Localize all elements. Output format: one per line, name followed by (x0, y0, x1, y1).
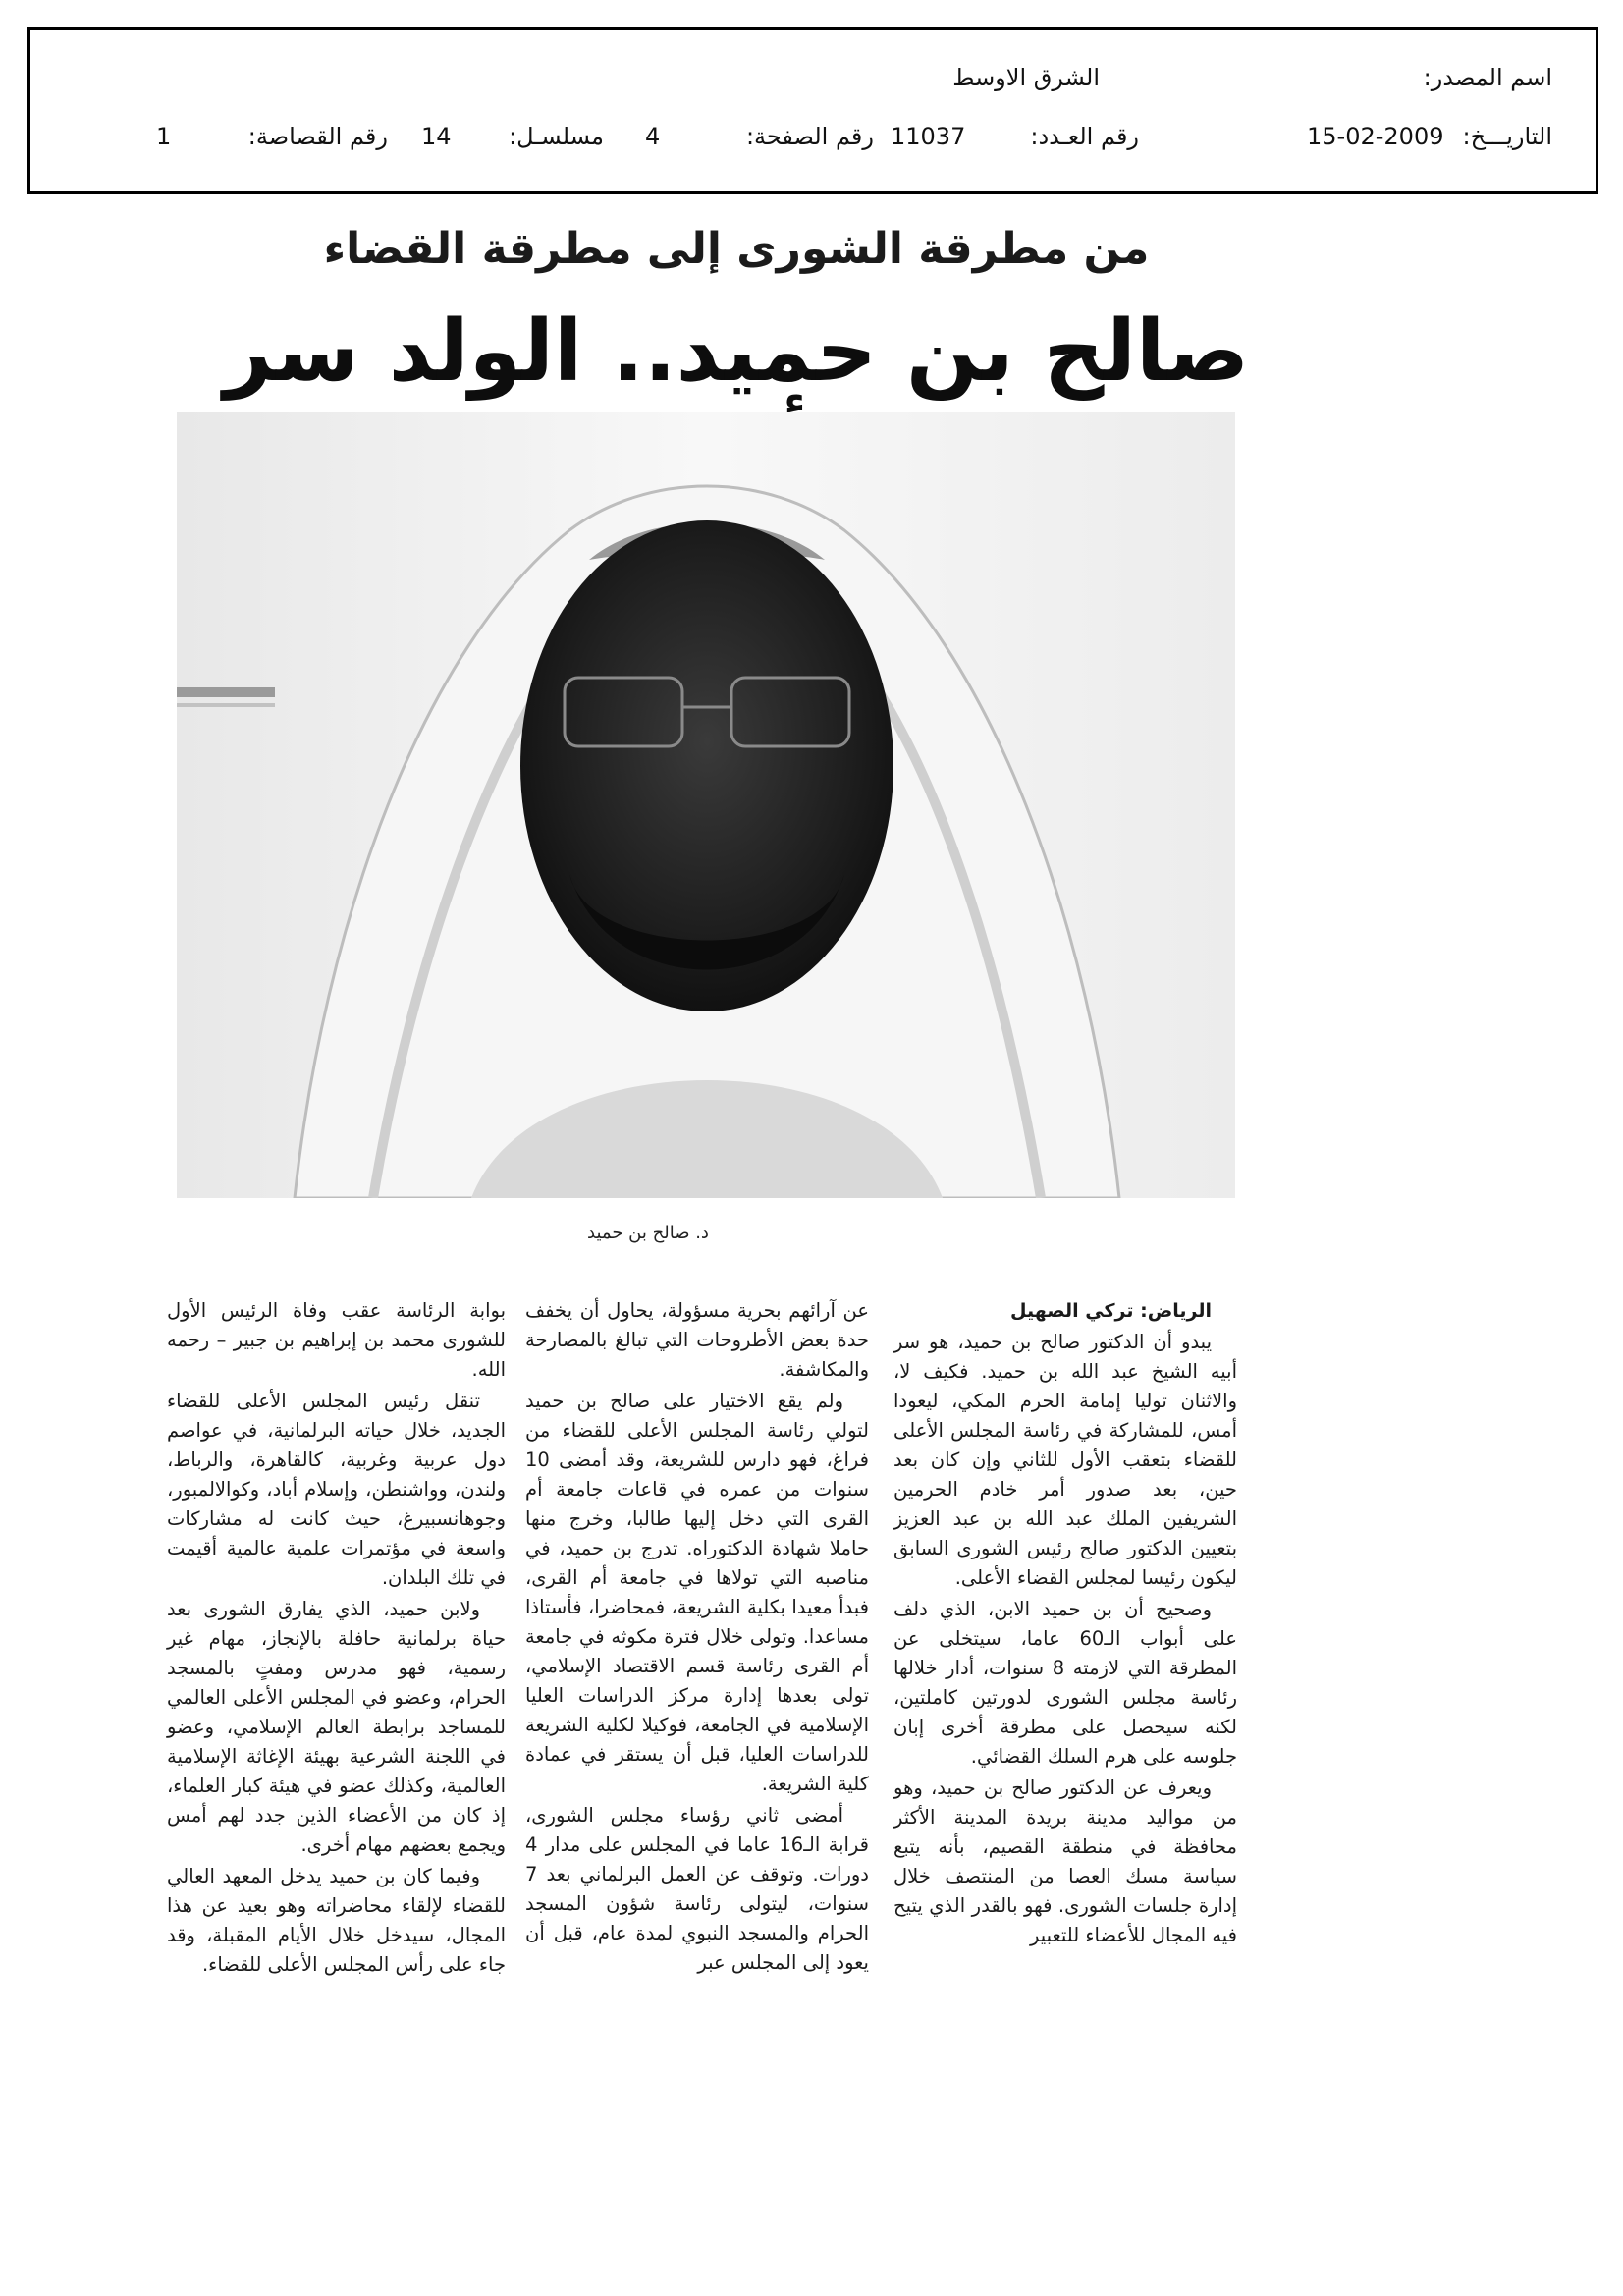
article-headline: صالح بن حميد.. الولد سر (223, 302, 1250, 401)
paragraph: عن آرائهم بحرية مسؤولة، يحاول أن يخفف حدة بعض الأطروحات التي تبالغ بالمصارحة والمكاشفة. (525, 1299, 869, 1381)
clipping-header-box (27, 27, 1598, 194)
source-value: الشرق الاوسط (952, 64, 1100, 91)
paragraph: بوابة الرئاسة عقب وفاة الرئيس الأول للشورى محمد بن إبراهيم بن جبير – رحمه الله. (167, 1299, 506, 1381)
article-byline: الرياض: تركي الصهيل (1010, 1300, 1212, 1322)
paragraph: ولابن حميد، الذي يفارق الشورى بعد حياة برلمانية حافلة بالإنجاز، مهام غير رسمية، فهو مدرس ومفتٍ بالمسجد الحرام، وعضو في المجلس الأعلى العالمي للمساجد برابطة العالم الإسلامي، وعضو في اللجنة الشرعية بهيئة الإغاثة الإسلامية العالمية، وكذلك عضو في هيئة كبار العلماء، إذ كان من الأعضاء الذين جدد لهم أمس ويجمع بعضهم مهام أخرى. (167, 1598, 506, 1856)
paragraph: ويعرف عن الدكتور صالح بن حميد، وهو من مواليد مدينة بريدة المدينة الأكثر محافظة في منطقة القصيم، بأنه يتبع سياسة مسك العصا من المنتصف خلال إدارة جلسات الشورى. فهو بالقدر الذي يتيح فيه المجال للأعضاء للتعبير (893, 1777, 1237, 1946)
issue-value: 11037 (891, 123, 966, 150)
issue-label: رقم العـدد: (1030, 123, 1139, 150)
date-value: 15-02-2009 (1307, 123, 1444, 150)
serial-value: 14 (421, 123, 452, 150)
paragraph: وصحيح أن بن حميد الابن، الذي دلف على أبواب الـ60 عاما، سيتخلى عن المطرقة التي لازمته 8 سنوات، أدار خلالها رئاسة مجلس الشورى لدورتين كاملتين، لكنه سيحصل على مطرقة أخرى إبان جلوسه على هرم السلك القضائي. (893, 1598, 1237, 1768)
portrait-photo (177, 412, 1235, 1198)
paragraph: ولم يقع الاختيار على صالح بن حميد لتولي رئاسة المجلس الأعلى للقضاء من فراغ، فهو دارس للشريعة، وقد أمضى 10 سنوات من عمره في قاعات جامعة أم القرى التي دخل إليها طالبا، وخرج منها حاملا شهادة الدكتوراه. تدرج بن حميد، في مناصبه التي تولاها في جامعة أم القرى، فبدأ معيدا بكلية الشريعة، فمحاضرا، فأستاذا مساعدا. وتولى خلال فترة مكوثه في جامعة أم القرى رئاسة قسم الاقتصاد الإسلامي، تولى بعدها إدارة مركز الدراسات العليا الإسلامية في الجامعة، فوكيلا لكلية الشريعة للدراسات العليا، قبل أن يستقر في عمادة كلية الشريعة. (525, 1390, 869, 1795)
source-label: اسم المصدر: (1423, 64, 1552, 91)
article-column-2 (525, 1296, 869, 1980)
serial-label: مسلسـل: (509, 123, 604, 150)
page-value: 4 (645, 123, 661, 150)
date-label: التاريـــخ: (1462, 123, 1552, 150)
photo-caption: د. صالح بن حميد (587, 1223, 709, 1243)
paragraph: يبدو أن الدكتور صالح بن حميد، هو سر أبيه الشيخ عبد الله بن حميد. فكيف لا، والاثنان توليا إمامة الحرم المكي، ليعودا أمس، للمشاركة في رئاسة المجلس الأعلى للقضاء بتعقب الأول للثاني وإن كان بعد حين، بعد صدور أمر خادم الحرمين الشريفين الملك عبد الله بن عبد العزيز بتعيين الدكتور صالح رئيس الشورى السابق ليكون رئيسا لمجلس القضاء الأعلى. (893, 1331, 1237, 1589)
paragraph: أمضى ثاني رؤساء مجلس الشورى، قرابة الـ16 عاما في المجلس على مدار 4 دورات. وتوقف عن العمل البرلماني بعد 7 سنوات، ليتولى رئاسة شؤون المسجد الحرام والمسجد النبوي لمدة عام، قبل أن يعود إلى المجلس عبر (525, 1804, 870, 1974)
clip-value: 1 (156, 123, 172, 150)
clip-label: رقم القصاصة: (247, 123, 388, 150)
article-column-1 (893, 1296, 1237, 1952)
paragraph: تنقل رئيس المجلس الأعلى للقضاء الجديد، خلال حياته البرلمانية، في عواصم دول عربية وغربية، كالقاهرة، والرباط، ولندن، وواشنطن، وإسلام أباد، وكوالالمبور، وجوهانسبيرغ، حيث كانت له مشاركات واسعة في مؤتمرات علمية عالمية أقيمت في تلك البلدان. (167, 1390, 506, 1589)
paragraph: وفيما كان بن حميد يدخل المعهد العالي للقضاء لإلقاء محاضراته وهو بعيد عن هذا المجال، سيدخل خلال الأيام المقبلة، وقد جاء على رأس المجلس الأعلى للقضاء. (167, 1865, 506, 1976)
article-column-3 (167, 1296, 506, 1982)
page-label: رقم الصفحة: (745, 123, 874, 150)
article-kicker: من مطرقة الشورى إلى مطرقة القضاء (323, 224, 1150, 274)
